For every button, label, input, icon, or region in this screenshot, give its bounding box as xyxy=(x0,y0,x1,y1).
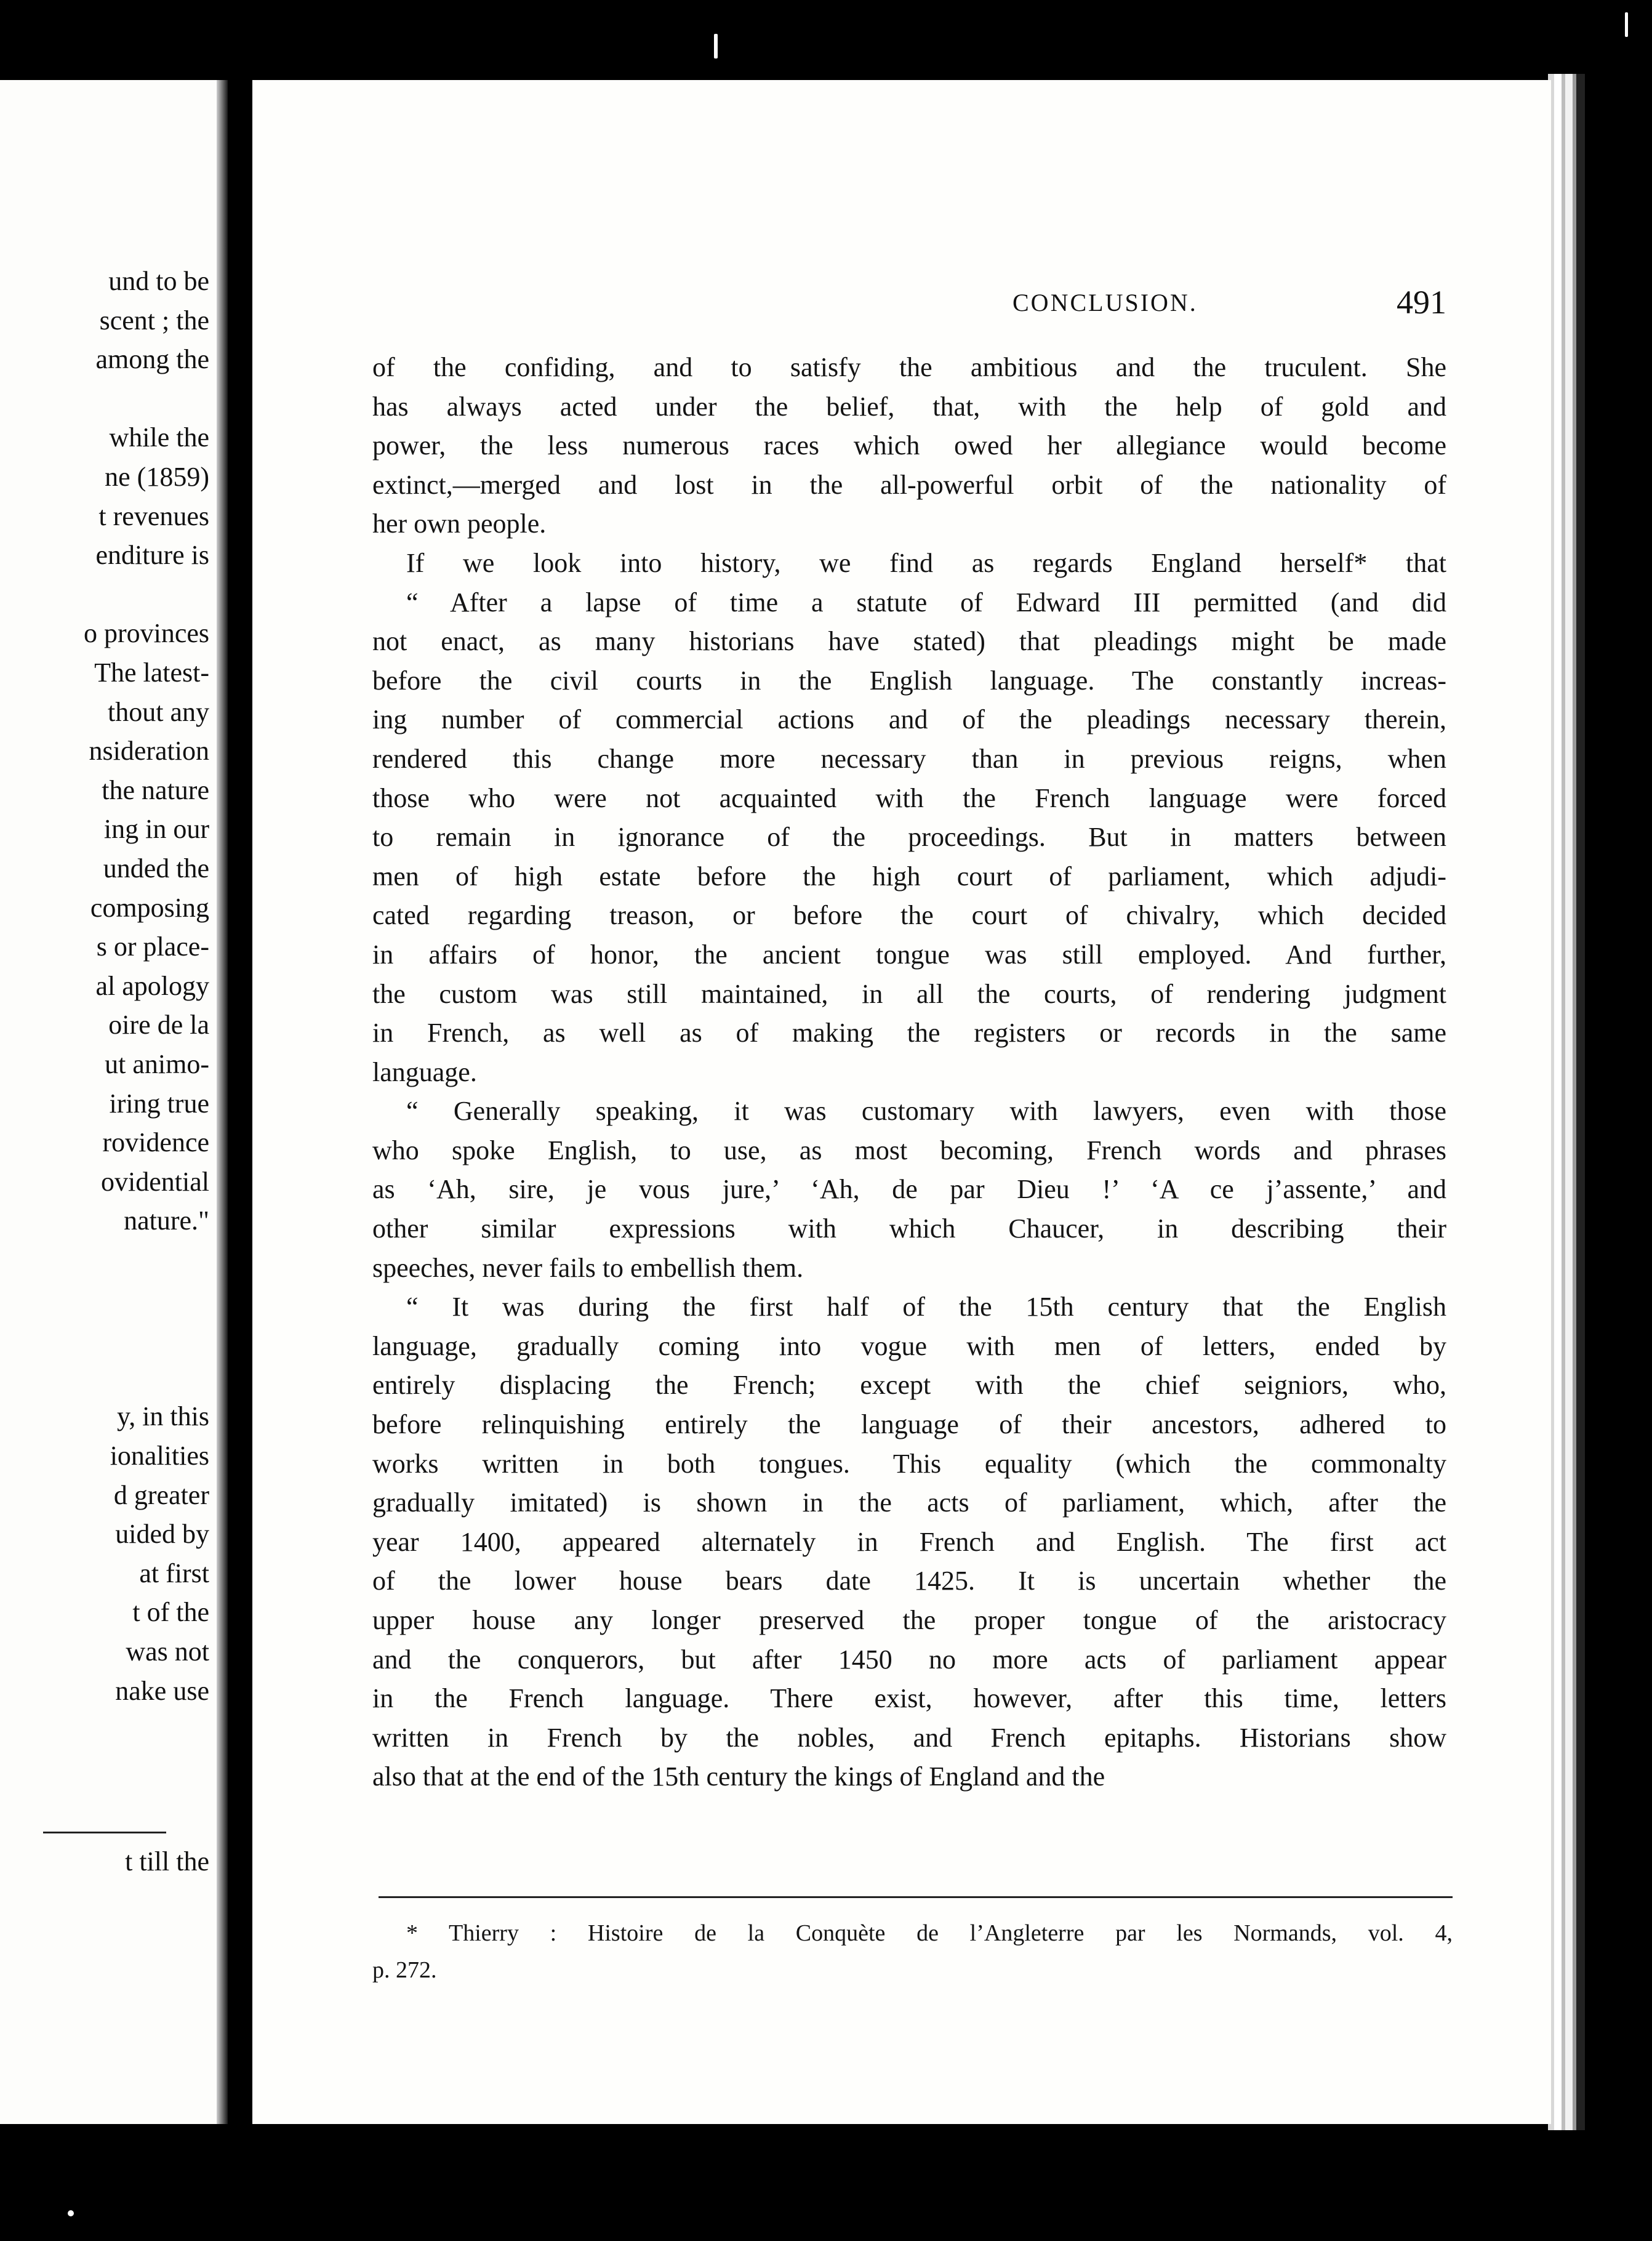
body-line: of the confiding, and to satisfy the ambitious and the truculent. She xyxy=(372,352,1446,382)
left-page-line: o provinces xyxy=(83,618,209,649)
body-line: has always acted under the belief, that, with the help of gold and xyxy=(372,391,1446,422)
page-edge-stack xyxy=(1548,74,1585,2130)
left-page-line: ovidential xyxy=(101,1166,209,1197)
body-line: speeches, never fails to embellish them. xyxy=(372,1252,804,1283)
left-page-line: y, in this xyxy=(117,1401,209,1432)
body-line: before the civil courts in the English language. The constantly increas- xyxy=(372,665,1446,696)
left-page-line: t revenues xyxy=(98,501,209,531)
left-page-footnote-rule xyxy=(43,1832,166,1833)
body-text xyxy=(372,348,1446,1796)
left-page-line: ne (1859) xyxy=(105,462,209,492)
body-line: men of high estate before the high court of parliament, which adjudi- xyxy=(372,861,1446,891)
left-page-line: scent ; the xyxy=(99,305,209,336)
body-line: those who were not acquainted with the French language were forced xyxy=(372,783,1446,813)
scan-speck xyxy=(68,2210,74,2216)
left-page-line: among the xyxy=(95,344,209,375)
body-line: in the French language. There exist, however, after this time, letters xyxy=(372,1683,1446,1714)
left-page-line: enditure is xyxy=(95,540,209,571)
left-page-line: t of the xyxy=(132,1597,209,1628)
body-line: and the conquerors, but after 1450 no more acts of parliament appear xyxy=(372,1644,1446,1675)
scan-speck xyxy=(714,34,718,58)
body-line: power, the less numerous races which owed her allegiance would become xyxy=(372,430,1446,461)
body-line: “ Generally speaking, it was customary with lawyers, even with those xyxy=(406,1096,1446,1127)
left-page-line: nake use xyxy=(115,1675,209,1706)
page-number: 491 xyxy=(1397,284,1446,321)
body-line: not enact, as many historians have stated) that pleadings might be made xyxy=(372,626,1446,657)
page-header xyxy=(375,283,1446,320)
left-page-line: oire de la xyxy=(108,1010,209,1040)
left-page-line: uided by xyxy=(115,1519,209,1550)
left-page-line: nsideration xyxy=(89,736,209,766)
body-line: gradually imitated) is shown in the acts of parliament, which, after the xyxy=(372,1487,1446,1518)
body-line: entirely displacing the French; except with the chief seigniors, who, xyxy=(372,1370,1446,1401)
scan-speck xyxy=(1625,12,1628,37)
body-line: rendered this change more necessary than in previous reigns, when xyxy=(372,743,1446,774)
body-line: the custom was still maintained, in all the courts, of rendering judgment xyxy=(372,978,1446,1009)
body-line: her own people. xyxy=(372,509,547,539)
main-page xyxy=(252,80,1551,2124)
left-page-line: was not xyxy=(126,1636,209,1667)
left-page-line: rovidence xyxy=(102,1127,209,1158)
body-line: before relinquishing entirely the language of their ancestors, adhered to xyxy=(372,1409,1446,1440)
left-page-line: ionalities xyxy=(110,1441,209,1471)
body-line: as ‘Ah, sire, je vous jure,’ ‘Ah, de par Dieu !’ ‘A ce j’assente,’ and xyxy=(372,1174,1446,1205)
body-line: to remain in ignorance of the proceedings. But in matters between xyxy=(372,822,1446,853)
left-page-line: d greater xyxy=(113,1479,209,1510)
body-line: If we look into history, we find as regards England herself* that xyxy=(406,547,1446,578)
body-line: year 1400, appeared alternately in French and English. The first act xyxy=(372,1526,1446,1557)
body-line: also that at the end of the 15th century the kings of England and the xyxy=(372,1761,1105,1792)
footnote-line: * Thierry : Histoire de la Conquète de l’Angleterre par les Normands, vol. 4, xyxy=(406,1920,1453,1946)
left-facing-page xyxy=(0,80,228,2124)
body-line: ing number of commercial actions and of the pleadings necessary therein, xyxy=(372,704,1446,735)
footnote xyxy=(372,1915,1453,1989)
body-line: language, gradually coming into vogue with men of letters, ended by xyxy=(372,1330,1446,1361)
left-page-line: while the xyxy=(109,422,209,453)
body-line: written in French by the nobles, and French epitaphs. Historians show xyxy=(372,1722,1446,1753)
body-line: works written in both tongues. This equality (which the commonalty xyxy=(372,1448,1446,1479)
book-gutter-shadow xyxy=(217,80,228,2124)
left-page-line: The latest- xyxy=(94,658,209,688)
left-page-footnote-fragment: t till the xyxy=(125,1846,209,1877)
left-page-line: ut animo- xyxy=(105,1049,209,1079)
left-page-line: al apology xyxy=(95,970,209,1001)
body-line: “ After a lapse of time a statute of Edward III permitted (and did xyxy=(406,587,1446,618)
body-line: other similar expressions with which Chaucer, in describing their xyxy=(372,1213,1446,1244)
body-line: extinct,—merged and lost in the all-powerful orbit of the nationality of xyxy=(372,469,1446,500)
body-line: in French, as well as of making the registers or records in the same xyxy=(372,1018,1446,1048)
running-head: CONCLUSION. xyxy=(1012,289,1198,316)
body-line: upper house any longer preserved the proper tongue of the aristocracy xyxy=(372,1605,1446,1635)
left-page-line: iring true xyxy=(109,1088,209,1119)
footnote-rule xyxy=(379,1896,1453,1898)
body-line: in affairs of honor, the ancient tongue was still employed. And further, xyxy=(372,939,1446,970)
left-page-line: ing in our xyxy=(103,814,209,845)
body-line: “ It was during the first half of the 15th century that the English xyxy=(406,1292,1446,1322)
body-line: of the lower house bears date 1425. It is uncertain whether the xyxy=(372,1566,1446,1596)
left-page-line: thout any xyxy=(108,696,209,727)
left-page-line: composing xyxy=(90,892,209,923)
body-line: who spoke English, to use, as most becoming, French words and phrases xyxy=(372,1135,1446,1165)
footnote-line: p. 272. xyxy=(372,1957,437,1983)
left-page-line: unded the xyxy=(103,853,209,883)
body-line: language. xyxy=(372,1056,477,1087)
left-page-line: nature." xyxy=(124,1205,209,1236)
left-page-line: at first xyxy=(139,1558,209,1588)
left-page-line: the nature xyxy=(102,774,209,805)
left-page-line: s or place- xyxy=(96,931,209,962)
left-page-line: und to be xyxy=(108,266,209,296)
body-line: cated regarding treason, or before the court of chivalry, which decided xyxy=(372,900,1446,931)
